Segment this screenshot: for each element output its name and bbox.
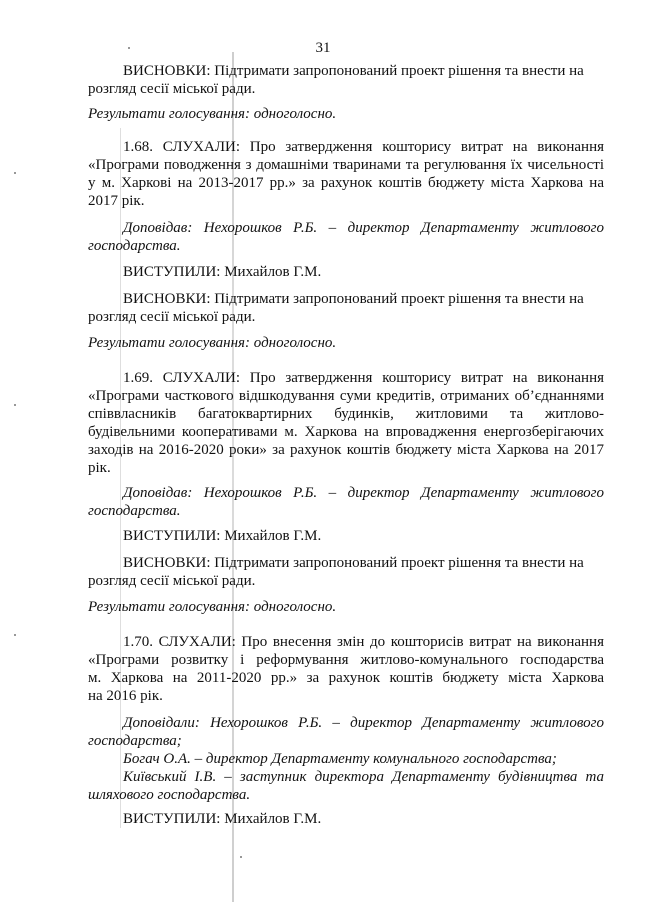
item-170-line-2: «Програми розвитку і реформування житлово-комунального господарства bbox=[88, 652, 604, 668]
speaker-170-cont: господарства; bbox=[88, 733, 182, 749]
scan-speck bbox=[14, 172, 16, 174]
page-number: 31 bbox=[315, 40, 331, 56]
vote-result-169: Результати голосування: одноголосно. bbox=[88, 599, 337, 615]
item-168-line-2: «Програми поводження з домашніми тваринами та регулювання їх чисельності bbox=[88, 157, 604, 173]
speaker-168: Доповідав: Нехорошков Р.Б. – директор Департаменту житлового bbox=[123, 220, 604, 236]
vote-result-1: Результати голосування: одноголосно. bbox=[88, 106, 337, 122]
item-168-line-4: 2017 рік. bbox=[88, 193, 145, 209]
item-169-line-3: співвласників багатоквартирних будинків, житловими та житлово- bbox=[88, 406, 604, 422]
conclusion-168-cont: розгляд сесії міської ради. bbox=[88, 309, 256, 325]
item-168-heading: 1.68. СЛУХАЛИ: Про затвердження кошторису витрат на виконання bbox=[123, 139, 604, 155]
spoke-168: ВИСТУПИЛИ: Михайлов Г.М. bbox=[123, 264, 322, 280]
spoke-170: ВИСТУПИЛИ: Михайлов Г.М. bbox=[123, 811, 322, 827]
item-169-heading: 1.69. СЛУХАЛИ: Про затвердження кошторису витрат на виконання bbox=[123, 370, 604, 386]
item-169-line-6: рік. bbox=[88, 460, 111, 476]
speaker-169-cont: господарства. bbox=[88, 503, 181, 519]
speaker-169: Доповідав: Нехорошков Р.Б. – директор Департаменту житлового bbox=[123, 485, 604, 501]
conclusion-168: ВИСНОВКИ: Підтримати запропонований проект рішення та внести на bbox=[123, 291, 584, 307]
item-170-line-3: м. Харкова на 2011-2020 рр.» за рахунок коштів бюджету міста Харкова bbox=[88, 670, 604, 686]
item-169-line-2: «Програми часткового відшкодування суми кредитів, отриманих об’єднаннями bbox=[88, 388, 604, 404]
vote-result-168: Результати голосування: одноголосно. bbox=[88, 335, 337, 351]
scan-speck bbox=[14, 404, 16, 406]
item-169-line-5: заходів на 2016-2020 роки» за рахунок коштів бюджету міста Харкова на 2017 bbox=[88, 442, 604, 458]
scan-fold-line-secondary bbox=[120, 128, 121, 828]
item-168-line-3: у м. Харкові на 2013-2017 рр.» за рахунок коштів бюджету міста Харкова на bbox=[88, 175, 604, 191]
conclusion-1: ВИСНОВКИ: Підтримати запропонований проект рішення та внести на bbox=[123, 63, 584, 79]
item-169-line-4: будівельними кооперативами м. Харкова на впровадження енергозберігаючих bbox=[88, 424, 604, 440]
item-170-heading: 1.70. СЛУХАЛИ: Про внесення змін до кошторисів витрат на виконання bbox=[123, 634, 604, 650]
conclusion-169-cont: розгляд сесії міської ради. bbox=[88, 573, 256, 589]
speaker-168-cont: господарства. bbox=[88, 238, 181, 254]
speaker-170-2: Богач О.А. – директор Департаменту комунального господарства; bbox=[123, 751, 557, 767]
scan-speck bbox=[14, 634, 16, 636]
spoke-169: ВИСТУПИЛИ: Михайлов Г.М. bbox=[123, 528, 322, 544]
conclusion-1-cont: розгляд сесії міської ради. bbox=[88, 81, 256, 97]
conclusion-169: ВИСНОВКИ: Підтримати запропонований проект рішення та внести на bbox=[123, 555, 584, 571]
speaker-170-3-cont: шляхового господарства. bbox=[88, 787, 251, 803]
speaker-170: Доповідали: Нехорошков Р.Б. – директор Департаменту житлового bbox=[123, 715, 604, 731]
scan-speck bbox=[240, 856, 242, 858]
scan-speck bbox=[128, 47, 130, 49]
item-170-line-4: на 2016 рік. bbox=[88, 688, 163, 704]
speaker-170-3: Київський І.В. – заступник директора Департаменту будівництва та bbox=[123, 769, 604, 785]
